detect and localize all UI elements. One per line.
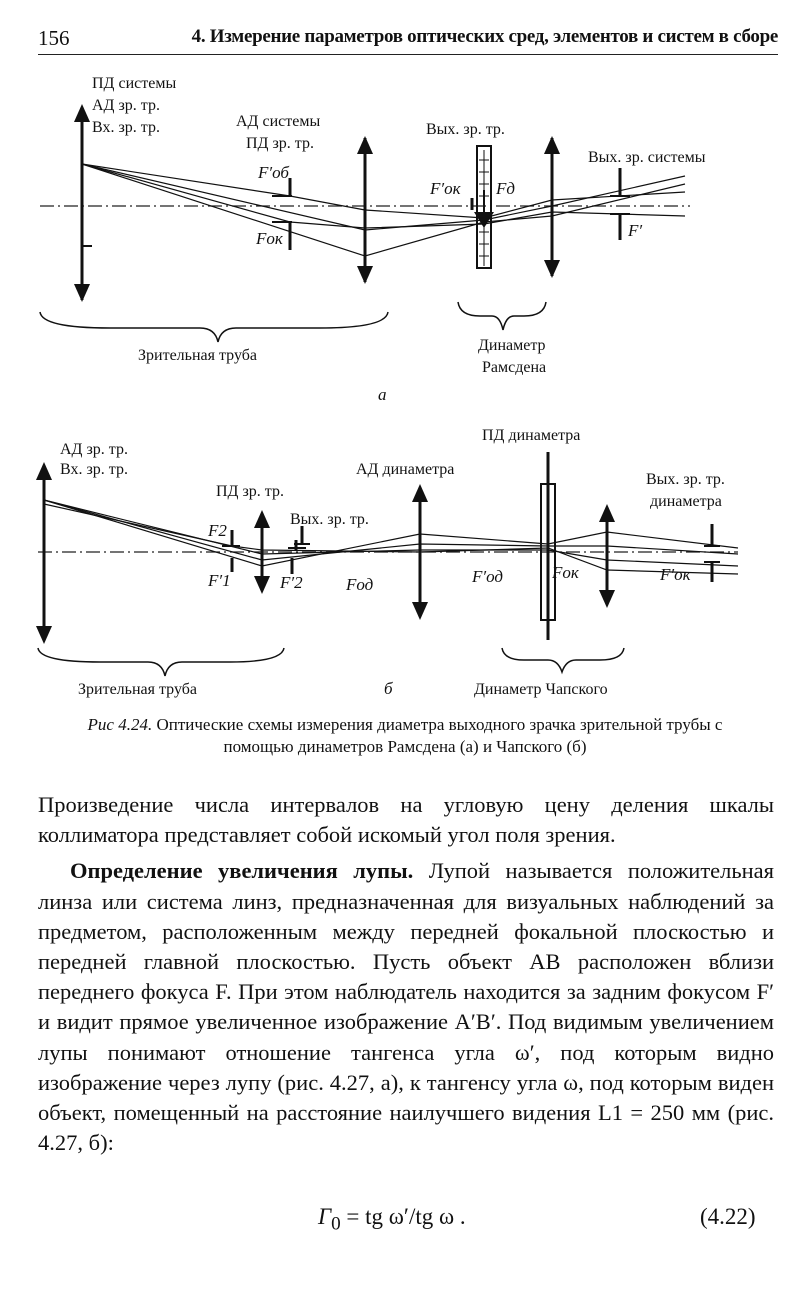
paragraph-2-text: Лупой называется положительная линза или система линз, предназначенная для визуальных наблюдений за предметом, расположенным между передней фокальной плоскостью и передней главной плоскостью. Пусть объект AB расположен вблизи переднего фокуса F. При этом наблюдатель находится за задним фокусом F′ и видит прямое увеличенное изображение A′B′. Под видимым увеличением лупы понимают отношение тангенса угла ω′, под которым видно изображение через лупу (рис. 4.27, а), к тангенсу угла ω, под которым виден объект, помещенный на расстояние наилучшего видения L1 = 250 мм (рис. 4.27, б):	[38, 858, 774, 1156]
label-pd-dyn: ПД динаметра	[482, 427, 581, 444]
running-title: 4. Измерение параметров оптических сред, элементов и систем в сборе	[191, 26, 778, 47]
label-dynameter-a-2: Рамсдена	[482, 359, 547, 376]
brace-telescope-a	[40, 312, 388, 342]
label-ad-tr-b: АД зр. тр.	[60, 441, 128, 458]
caption-label: Рис 4.24.	[87, 715, 153, 734]
label-telescope-b: Зрительная труба	[78, 681, 197, 698]
figure-a	[40, 75, 706, 404]
label-f1-prime: F′1	[208, 571, 231, 590]
caption-text: Оптические схемы измерения диаметра выходного зрачка зрительной трубы с помощью динаметров Рамсдена (а) и Чапского (б)	[156, 715, 723, 756]
label-f-ok-a: Fок	[256, 229, 283, 248]
formula-lhs: Г	[318, 1204, 332, 1229]
formula-sub: 0	[331, 1213, 341, 1235]
paragraph-1: Произведение числа интервалов на угловую цену деления шкалы коллиматора представляет собой искомый угол поля зрения.	[38, 792, 774, 848]
label-ad-system: АД системы	[236, 113, 321, 130]
label-f-ob-prime: F′об	[258, 163, 289, 182]
label-letter-a: а	[378, 385, 387, 404]
label-pd-tr-a: ПД зр. тр.	[246, 135, 314, 152]
label-letter-b: б	[384, 679, 393, 698]
brace-telescope-b	[38, 648, 284, 676]
brace-dynameter-a	[458, 302, 546, 330]
label-vyx-tr-b: Вых. зр. тр.	[290, 511, 369, 528]
label-telescope-a: Зрительная труба	[138, 347, 257, 364]
brace-dynameter-b	[502, 648, 624, 672]
figure-caption	[60, 714, 750, 758]
page-number: 156	[38, 26, 70, 50]
body-text	[38, 790, 774, 1158]
label-vyx-system: Вых. зр. системы	[588, 149, 706, 166]
label-f-ok-b: Fок	[552, 563, 579, 582]
label-f-od: Fод	[346, 575, 374, 594]
label-vx-tr-a: Вх. зр. тр.	[92, 119, 160, 136]
label-pd-system: ПД системы	[92, 75, 177, 92]
label-vyx-dyn-1: Вых. зр. тр.	[646, 471, 725, 488]
formula-rhs: = tg ω′/tg ω .	[340, 1204, 466, 1229]
label-f-od-prime: F′од	[472, 567, 503, 586]
label-ad-dyn: АД динаметра	[356, 461, 455, 478]
label-vyx-tr-a: Вых. зр. тр.	[426, 121, 505, 138]
label-dynameter-b: Динаметр Чапского	[474, 681, 608, 698]
formula-4-22	[318, 1204, 466, 1236]
label-pd-tr-b: ПД зр. тр.	[216, 483, 284, 500]
label-f2-prime: F′2	[280, 573, 303, 592]
label-dynameter-a-1: Динаметр	[478, 337, 546, 354]
label-f2: F2	[208, 521, 227, 540]
paragraph-2-heading: Определение увеличения лупы.	[70, 858, 414, 884]
label-ad-tr-a: АД зр. тр.	[92, 97, 160, 114]
label-vyx-dyn-2: динаметра	[650, 493, 722, 510]
label-vx-tr-b: Вх. зр. тр.	[60, 461, 128, 478]
label-f-prime: F′	[628, 221, 643, 240]
label-f-d: Fд	[496, 179, 515, 198]
label-f-ok-prime-a: F′ок	[430, 179, 461, 198]
formula-number: (4.22)	[700, 1204, 756, 1229]
paragraph-2	[38, 856, 774, 1158]
label-f-ok-prime-b: F′ок	[660, 565, 691, 584]
figure-b	[36, 427, 738, 698]
